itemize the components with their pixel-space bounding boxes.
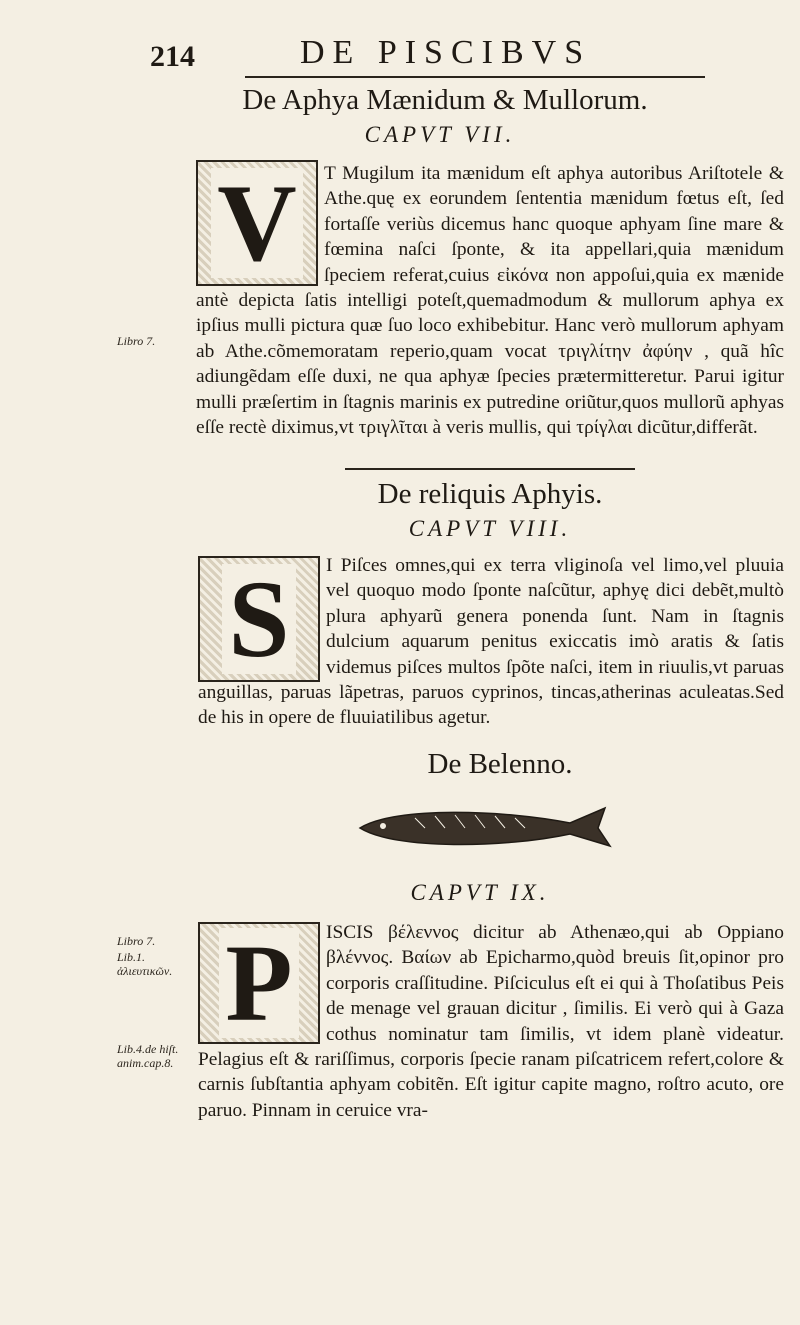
marginal-note: Libro 7. xyxy=(117,934,156,948)
initial-spacer xyxy=(198,553,326,677)
initial-letter: V xyxy=(211,168,302,278)
chapter-label: CAPVT VIII. xyxy=(408,516,572,541)
chapter-label: CAPVT IX. xyxy=(410,880,550,905)
chapter-label: CAPVT VII. xyxy=(364,122,516,147)
initial-letter: P xyxy=(219,928,298,1038)
initial-spacer xyxy=(198,920,326,1040)
section-heading: De reliquis Aphyis. xyxy=(377,478,603,510)
divider-rule xyxy=(245,76,705,78)
page-number: 214 xyxy=(150,40,195,73)
paragraph-belenno: ISCIS βέλεννος dicitur ab Athenæo,qui ab Oppiano βλέννος. Βαίων ab Epicharmo,quòd breuis ſit,opinor pro corporis craſſitudine. Piſciculus eſt ei qui à Thoſatibus Peis de menage vel grauan dicitur , ſimilis. Ei verò qui à Gaza cothus nominatur tam ſimilis, vt idem planè videatur. Pelagius eſt & rariſſimus, corporis ſpecie ranam piſcatricem refert,colore & carnis ſubſtantia aphyam cobitẽn. Eſt igitur capite magno, roſtro acuto, ore paruo. Pinnam in ceruice vra- xyxy=(198,922,784,1121)
paragraph-aphya: T Mugilum ita mænidum eſt aphya autoribus Ariſtotele & Athe.quę ex eorundem ſententia mænidum fœtus eſt, ſed fortaſſe veriùs dicemus hanc quoque aphyam ſine mare & fœmina naſci ſponte, & ita appellari,quia mænidum ſpeciem referat,cuius εἰκόνα non appoſui,quia ex mænide antè depicta ſatis intelligi poteſt,quemadmodum & mullorum aphya ex ipſius mulli pictura quæ ſuo loco exhibebitur. Hanc verò mullorum aphyam ab Athe.cõmemoratam reperio,quam vocat τριγλίτην ἀφύην , quã hîc adiungẽdam eſſe duxi, ne qua aphyæ ſpecies prætermitteretur. Parui igitur mulli præſertim in ſtagnis marinis ex putredine oriũtur,quos mullorũ aphyas eſſe rectè diximus,vt τριγλῖται à veris mullis, qui τρίγλαι dicũtur,differãt. xyxy=(196,163,784,439)
fish-eye xyxy=(380,823,386,829)
section-heading: De Aphya Mænidum & Mullorum. xyxy=(242,84,648,116)
fish-woodcut xyxy=(355,798,615,858)
running-title: DE PISCIBVS xyxy=(300,34,592,71)
marginal-note: Lib.4.de hiſt. anim.cap.8. xyxy=(117,1042,179,1070)
section-heading: De Belenno. xyxy=(427,748,573,780)
marginal-note: Lib.1. ἁλιευτικῶν. xyxy=(117,950,173,978)
running-head xyxy=(0,30,800,80)
paragraph-reliquis: I Piſces omnes,qui ex terra vliginoſa vel limo,vel pluuia vel quoquo modo ſponte naſcũtur, aphyę dici debẽt,multò plura aphyarũ genera ponenda ſunt. Nam in ſtagnis dulcium aquarum penitus exiccatis imò aratis & ſatis videmus piſces multos ſpõte naſci, item in riuulis,vt paruas anguillas, paruas lãpetras, paruos cyprinos, tincas,atherinas aculeatas.Sed de his in opere de fluuiatilibus agetur. xyxy=(198,555,784,729)
marginal-note: Libro 7. xyxy=(117,334,156,348)
fish-body xyxy=(360,808,610,846)
initial-letter: S xyxy=(222,564,295,674)
initial-spacer xyxy=(196,161,324,285)
divider-rule xyxy=(345,468,635,470)
